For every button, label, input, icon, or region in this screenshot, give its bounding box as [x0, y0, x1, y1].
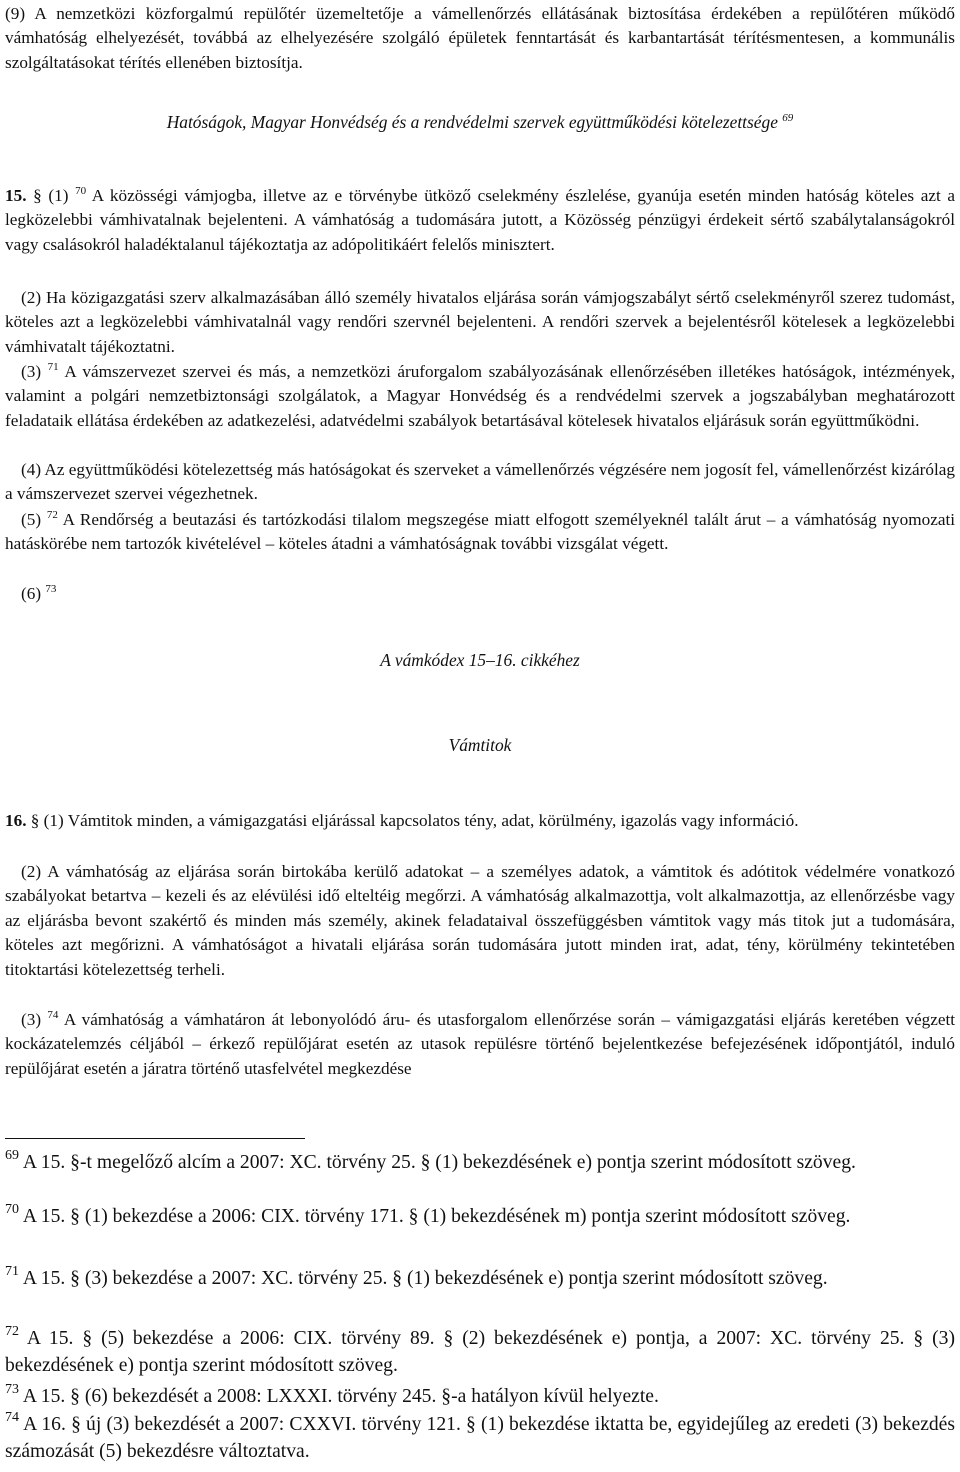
section-sign: § [33, 186, 42, 205]
section-15-paragraph-6 [5, 582, 955, 606]
paragraph-label: (5) [21, 510, 42, 529]
footnote-ref-69[interactable]: 69 [782, 112, 794, 124]
footnote-ref-70[interactable]: 70 [75, 185, 87, 197]
section-15-paragraph-3 [5, 360, 955, 433]
footnote-74 [5, 1412, 955, 1466]
section-number-16: 16. [5, 811, 27, 830]
section-sign: § [30, 811, 40, 830]
footnote-number: 71 [5, 1264, 19, 1279]
footnote-69 [5, 1150, 955, 1177]
footnote-ref-73[interactable]: 73 [45, 583, 57, 595]
footnote-text: A 15. § (6) bekezdését a 2008: LXXXI. törvény 245. §-a hatályon kívül helyezte. [22, 1386, 659, 1407]
heading-text: Hatóságok, Magyar Honvédség és a rendvédelmi szervek együttműködési kötelezettsége [166, 112, 778, 132]
paragraph-text: A Rendőrség a beutazási és tartózkodási tilalom megszegése miatt elfogott személyeknél talált árut – a vámhatóság nyomozati hatáskörébe nem tartozók kivételével – köteles átadni a vámhatóságnak további vizsgálat végett. [5, 510, 956, 554]
section-16-paragraph-1 [5, 809, 955, 833]
footnote-number: 74 [5, 1410, 19, 1425]
footnote-text: A 15. § (1) bekezdése a 2006: CIX. törvény 171. § (1) bekezdésének m) pontja szerint módosított szöveg. [22, 1206, 851, 1227]
paragraph-text: (1) Vámtitok minden, a vámigazgatási eljárással kapcsolatos tény, adat, körülmény, igazolás vagy információ. [43, 811, 799, 830]
footnote-ref-71[interactable]: 71 [47, 361, 59, 373]
footnote-71 [5, 1266, 955, 1293]
footnote-ref-72[interactable]: 72 [46, 509, 58, 521]
footnote-73 [5, 1384, 955, 1411]
subsection-heading-customs-secret: Vámtitok [448, 735, 512, 755]
section-16-paragraph-2: (2) A vámhatóság az eljárása során birtokába kerülő adatokat – a személyes adatok, a vámtitok és adótitok védelmére vonatkozó szabályokat betartva – kezeli és az elévülési idő elteltéig megőrzi. A vámhatóság alkalmazottja, volt alkalmazottja, az ellenőrzésbe vagy az eljárásba bevont szakértő és minden más személy, akinek feladataival összefüggésben vámtitok vagy más titok jut a tudomására, köteles azt megőrizni. A vámhatóságot a hivatali eljárása során tudomására jutott minden irat, adat, tény, körülmény tekintetében titoktartási kötelezettség terheli. [5, 862, 955, 979]
paragraph-label: (6) [21, 584, 42, 603]
section-15-paragraph-4: (4) Az együttműködési kötelezettség más hatóságokat és szerveket a vámellenőrzés végzésére nem jogosít fel, vámellenőrzést kizárólag a vámszervezet szervei végezhetnek. [5, 460, 955, 504]
footnote-text: A 15. §-t megelőző alcím a 2007: XC. törvény 25. § (1) bekezdésének e) pontja szerint módosított szöveg. [22, 1152, 856, 1173]
footnote-number: 72 [5, 1324, 19, 1339]
section-15-paragraph-1 [5, 184, 955, 257]
footnote-70 [5, 1204, 955, 1231]
paragraph-label: (3) [21, 1010, 42, 1029]
paragraph-text: A közösségi vámjogba, illetve az e törvénybe ütköző cselekmény észlelése, gyanúja esetén minden hatóság köteles azt a legközelebbi vámhivatalnak bejelenteni. A vámhatóság a tudomására jutott, a Közösség pénzügyi érdekeit sértő szabálytalanságokról vagy csalásokról haladéktalanul tájékoztatja az adópolitikáért felelős minisztert. [5, 186, 956, 254]
footnote-text: A 15. § (5) bekezdése a 2006: CIX. törvény 89. § (2) bekezdésének e) pontja, a 2007: XC. törvény 25. § (3) bekezdésének e) pontja szerint módosított szöveg. [5, 1328, 955, 1376]
footnote-text: A 16. § új (3) bekezdését a 2007: CXXVI. törvény 121. § (1) bekezdése iktatta be, egyidejűleg az eredeti (3) bekezdés számozását (5) bekezdésre változtatva. [5, 1414, 956, 1462]
section-15-paragraph-5 [5, 508, 955, 557]
section-16-paragraph-3 [5, 1008, 955, 1081]
paragraph-label: (1) [48, 186, 69, 205]
footnote-text: A 15. § (3) bekezdése a 2007: XC. törvény 25. § (1) bekezdésének e) pontja szerint módosított szöveg. [22, 1268, 828, 1289]
footnote-ref-74[interactable]: 74 [47, 1009, 59, 1021]
section-15-paragraph-2: (2) Ha közigazgatási szerv alkalmazásában álló személy hivatalos eljárása során vámjogszabályt sértő cselekményről szerez tudomást, köteles azt a legközelebbi vámhivatalnál vagy rendőri szervnél bejelenteni. A rendőri szervek a bejelentésről kötelesek a legközelebbi vámhivatalt tájékoztatni. [5, 288, 955, 356]
paragraph-label: (3) [21, 362, 42, 381]
footnote-72 [5, 1326, 955, 1380]
footnote-number: 69 [5, 1148, 19, 1163]
paragraph-text: A vámszervezet szervei és más, a nemzetközi áruforgalom szabályozásának ellenőrzésében illetékes hatóságok, intézmények, valamint a polgári nemzetbiztonsági szolgálatok, a Magyar Honvédség és a rendvédelmi szervek a jogszabályban meghatározott feladataik ellátása érdekében az adatkezelési, adatvédelmi szabályok betartásával kötelesek hivatalos eljárásuk során együttműködni. [5, 362, 955, 430]
footnote-separator [5, 1138, 305, 1139]
footnote-number: 73 [5, 1382, 19, 1397]
paragraph-9: (9) A nemzetközi közforgalmú repülőtér üzemeltetője a vámellenőrzés ellátásának biztosítása érdekében a repülőtéren működő vámhatóság elhelyezését, továbbá az elhelyezésére szolgáló épületek fenntartását és karbantartását térítésmentesen, a kommunális szolgáltatásokat térítés ellenében biztosítja. [5, 4, 955, 72]
section-number-15: 15. [5, 186, 27, 205]
footnote-number: 70 [5, 1202, 19, 1217]
article-heading: A vámkódex 15–16. cikkéhez [380, 650, 580, 670]
paragraph-text: A vámhatóság a vámhatáron át lebonyolódó áru- és utasforgalom ellenőrzése során – vámigazgatási eljárás keretében végzett kockázatelemzés céljából – érkező repülőjárat esetén az utasok repülésre történő bejelentkezése befejezésének időpontjától, induló repülőjárat esetén a járatra történő utasfelvétel megkezdése [5, 1010, 956, 1078]
section-heading-authorities [0, 110, 960, 134]
